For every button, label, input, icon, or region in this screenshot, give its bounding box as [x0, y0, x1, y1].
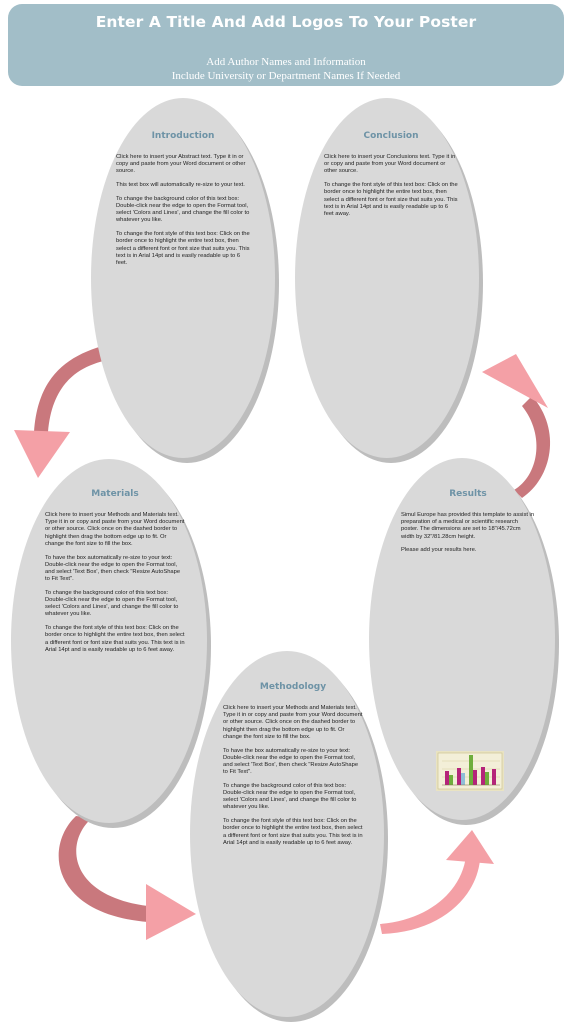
introduction-paragraph[interactable]: Click here to insert your Abstract text. Type it in or copy and paste from your Word document or other source.	[116, 154, 246, 175]
methodology-heading: Methodology	[259, 682, 327, 692]
conclusion-paragraph[interactable]: Click here to insert your Conclusions text. Type it in or copy and paste from your Word document or other source.	[324, 154, 456, 175]
results-paragraph[interactable]: Simul Europe has provided this template to assist in preparation of a medical or scientific research poster. The dimensions are set to 18"/45.72cm width by 32"/81.28cm height.	[401, 512, 535, 540]
introduction-section[interactable]	[91, 98, 275, 458]
materials-paragraph[interactable]: To have the box automatically re-size to your text: Double-click near the edge to open the Format tool, and select 'Text Box', then check "Resize AutoShape to Fit Text".	[45, 554, 181, 583]
results-paragraph[interactable]: Please add your results here.	[401, 547, 477, 554]
methodology-section[interactable]	[190, 651, 384, 1017]
introduction-paragraph[interactable]: To change the background color of this text box: Double-click near the edge to open the Format tool, select 'Colors and Lines', and change the fill color to whatever you like.	[116, 195, 250, 224]
curved-arrow-icon	[380, 830, 494, 934]
methodology-paragraph[interactable]: To have the box automatically re-size to your text: Double-click near the edge to open the Format tool, and select 'Text Box', then check "Resize AutoShape to Fit Text".	[223, 747, 359, 776]
author-names[interactable]: Add Author Names and Information	[206, 56, 366, 68]
materials-section[interactable]	[11, 459, 207, 823]
conclusion-section[interactable]	[295, 98, 479, 458]
bar-chart-thumbnail-icon	[436, 751, 504, 791]
materials-paragraph[interactable]: To change the font style of this text box: Click on the border once to highlight the entire text box, then select a different font or font size that suits you. This text is in Arial 14pt and is easily readable up to 6 feet away.	[45, 625, 185, 653]
affiliation[interactable]: Include University or Department Names If Needed	[171, 70, 401, 82]
materials-paragraph[interactable]: To change the background color of this text box: Double-click near the edge to open the Format tool, select 'Colors and Lines', and change the fill color to whatever you like.	[45, 589, 179, 618]
results-section[interactable]	[369, 458, 555, 820]
poster-title[interactable]: Enter A Title And Add Logos To Your Poster	[95, 13, 477, 31]
materials-heading: Materials	[91, 489, 139, 499]
conclusion-heading: Conclusion	[363, 131, 419, 141]
introduction-heading: Introduction	[151, 131, 215, 141]
methodology-paragraph[interactable]: To change the font style of this text box: Click on the border once to highlight the entire text box, then select a different font or font size that suits you. This text is in Arial 14pt and is easily readable up to 6 feet away.	[223, 818, 363, 846]
conclusion-paragraph[interactable]: To change the font style of this text box: Click on the border once to highlight the entire text box, then select a different font or font size that suits you. This text is in Arial 14pt and is easily readable up to 6 feet away.	[324, 182, 458, 217]
methodology-paragraph[interactable]: To change the background color of this text box: Double-click near the edge to open the Format tool, select 'Colors and Lines', and change the fill color to whatever you like.	[223, 782, 357, 811]
curved-arrow-icon	[59, 816, 196, 940]
introduction-paragraph[interactable]: To change the font style of this text box: Click on the border once to highlight the entire text box, then select a different font or font size that suits you. This text is in Arial 14pt and is easily readable up to 6 feet.	[116, 231, 250, 266]
results-heading: Results	[449, 489, 487, 499]
materials-paragraph[interactable]: Click here to insert your Methods and Materials text. Type it in or copy and paste from your Word document or other source. Click once on the dashed border to highlight then drag the bottom edge up to fit. Or change the font size to fill the box.	[45, 512, 185, 547]
methodology-paragraph[interactable]: Click here to insert your Methods and Materials text. Type it in or copy and paste from your Word document or other source. Click once on the dashed border to highlight then drag the bottom edge up to fit. Or change the font size to fill the box.	[223, 705, 363, 740]
introduction-paragraph[interactable]: This text box will automatically re-size to your text.	[116, 182, 245, 189]
